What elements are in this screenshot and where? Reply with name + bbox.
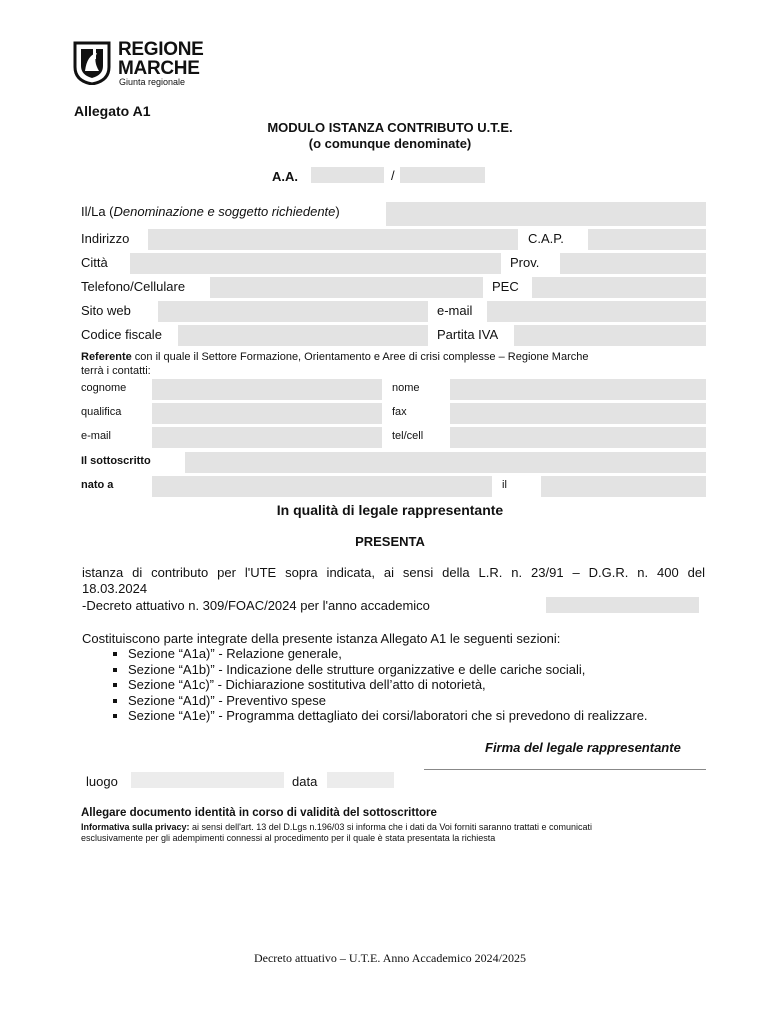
referente-text-2: terrà i contatti: xyxy=(81,365,151,377)
sezione-a1a: ▪ Sezione “A1a)” - Relazione generale, xyxy=(128,646,648,662)
logo-text-marche: MARCHE xyxy=(118,58,200,79)
indirizzo-field[interactable] xyxy=(148,229,518,250)
cognome-label: cognome xyxy=(81,382,127,394)
citta-field[interactable] xyxy=(130,253,501,274)
sito-web-label: Sito web xyxy=(81,303,131,318)
qualifica-field[interactable] xyxy=(152,403,382,424)
sottoscritto-field[interactable] xyxy=(185,452,706,473)
aa-label: A.A. xyxy=(272,169,298,184)
istanza-date: 18.03.2024 xyxy=(82,581,148,596)
telcell-field[interactable] xyxy=(450,427,706,448)
email-label: e-mail xyxy=(437,303,473,318)
aa-end-field[interactable] xyxy=(400,167,485,183)
pec-label: PEC xyxy=(492,279,519,294)
sezione-a1b: ▪ Sezione “A1b)” - Indicazione delle strutture organizzative e delle cariche sociali, xyxy=(128,662,648,678)
indirizzo-label: Indirizzo xyxy=(81,231,130,246)
telefono-label: Telefono/Cellulare xyxy=(81,279,186,294)
regione-marche-logo-icon xyxy=(73,41,111,85)
prov-label: Prov. xyxy=(510,255,540,270)
codice-fiscale-label: Codice fiscale xyxy=(81,327,162,342)
prov-field[interactable] xyxy=(560,253,706,274)
firma-label: Firma del legale rappresentante xyxy=(485,740,681,755)
codice-fiscale-field[interactable] xyxy=(178,325,428,346)
aa-start-field[interactable] xyxy=(311,167,384,183)
form-subtitle: (o comunque denominate) xyxy=(308,136,472,151)
sottoscritto-label: Il sottoscritto xyxy=(81,455,151,467)
sezione-a1d: ▪ Sezione “A1d)” - Preventivo spese xyxy=(128,693,648,709)
firma-line[interactable] xyxy=(424,769,706,770)
data-label: data xyxy=(292,774,318,789)
privacy-note: Informativa sulla privacy: ai sensi dell'art. 13 del D.Lgs n.196/03 si informa che i dati da Voi forniti saranno trattati e comunicati xyxy=(81,822,592,832)
sezione-a1c: ▪ Sezione “A1c)” - Dichiarazione sostitutiva dell’atto di notorietà, xyxy=(128,677,648,693)
citta-label: Città xyxy=(81,255,108,270)
email-field[interactable] xyxy=(487,301,706,322)
sezione-a1e: ▪ Sezione “A1e)” - Programma dettagliato dei corsi/laboratori che si prevedono di realizzare. xyxy=(128,708,648,724)
page-footer: Decreto attuativo – U.T.E. Anno Accademico 2024/2025 xyxy=(253,951,527,965)
il-label: il xyxy=(502,479,507,491)
nome-label: nome xyxy=(392,382,420,394)
luogo-label: luogo xyxy=(86,774,118,789)
nome-field[interactable] xyxy=(450,379,706,400)
logo-text-giunta: Giunta regionale xyxy=(119,77,186,87)
qualita-heading: In qualità di legale rappresentante xyxy=(276,502,504,518)
istanza-text: istanza di contributo per l'UTE sopra indicata, ai sensi della L.R. n. 23/91 – D.G.R. n. 400 del xyxy=(82,565,705,580)
telcell-label: tel/cell xyxy=(392,430,424,442)
cap-label: C.A.P. xyxy=(528,231,564,246)
pec-field[interactable] xyxy=(532,277,706,298)
referente-email-field[interactable] xyxy=(152,427,382,448)
costituiscono-text: Costituiscono parte integrate della presente istanza Allegato A1 le seguenti sezioni: xyxy=(82,631,561,646)
data-nascita-field[interactable] xyxy=(541,476,706,497)
allegare-note: Allegare documento identità in corso di validità del sottoscrittore xyxy=(81,807,437,819)
aa-separator: / xyxy=(391,168,395,183)
form-title: MODULO ISTANZA CONTRIBUTO U.T.E. xyxy=(267,120,513,135)
decreto-text: -Decreto attuativo n. 309/FOAC/2024 per l'anno accademico xyxy=(82,598,430,613)
anno-accademico-field[interactable] xyxy=(546,597,699,613)
referente-text: Referente con il quale il Settore Formazione, Orientamento e Aree di crisi complesse – Regione Marche xyxy=(81,351,589,363)
ente-field[interactable] xyxy=(386,202,706,226)
ente-label: Il/La (Denominazione e soggetto richiedente) xyxy=(81,204,340,219)
allegato-label: Allegato A1 xyxy=(74,103,151,119)
nato-a-label: nato a xyxy=(81,479,114,491)
sezioni-list xyxy=(82,646,648,724)
referente-email-label: e-mail xyxy=(81,430,111,442)
qualifica-label: qualifica xyxy=(81,406,122,418)
nato-a-field[interactable] xyxy=(152,476,492,497)
partita-iva-field[interactable] xyxy=(514,325,706,346)
sito-web-field[interactable] xyxy=(158,301,428,322)
luogo-field[interactable] xyxy=(131,772,284,788)
logo-text-regione: REGIONE xyxy=(118,39,204,60)
fax-label: fax xyxy=(392,406,407,418)
privacy-note-2: esclusivamente per gli adempimenti connessi al procedimento per il quale è stata presentata la richiesta xyxy=(81,833,496,843)
cognome-field[interactable] xyxy=(152,379,382,400)
telefono-field[interactable] xyxy=(210,277,483,298)
presenta-heading: PRESENTA xyxy=(355,534,425,549)
cap-field[interactable] xyxy=(588,229,706,250)
partita-iva-label: Partita IVA xyxy=(437,327,499,342)
fax-field[interactable] xyxy=(450,403,706,424)
data-field[interactable] xyxy=(327,772,394,788)
